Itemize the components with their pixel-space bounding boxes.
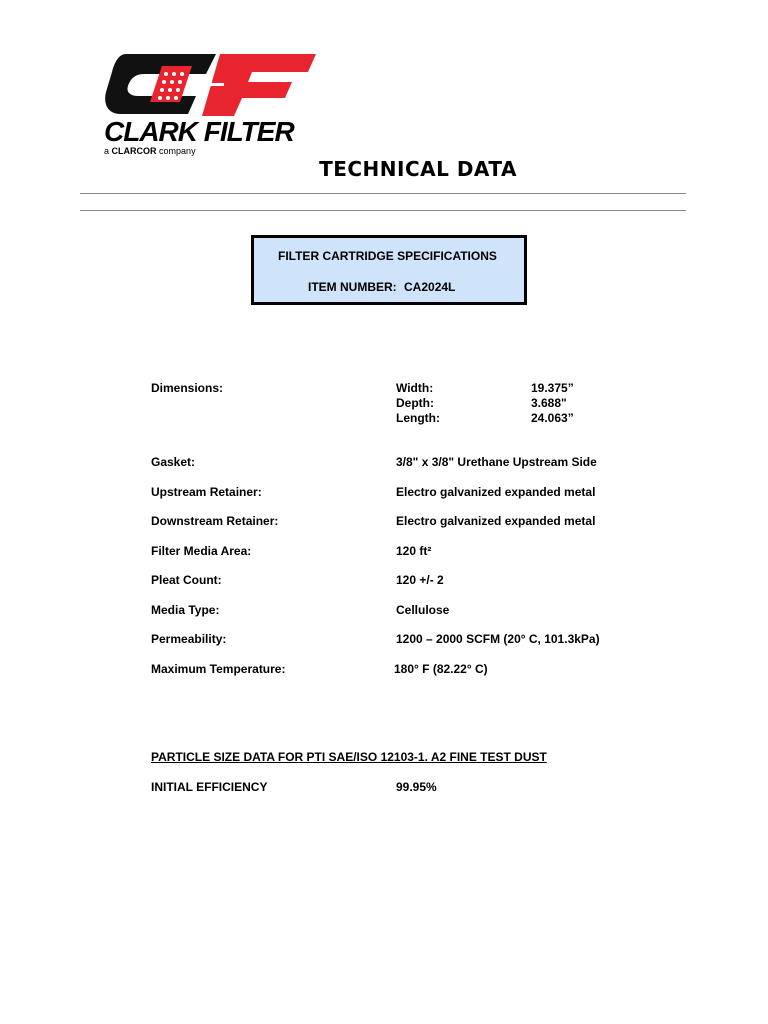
spec-value: Electro galvanized expanded metal (396, 485, 596, 499)
spec-value: 120 ft² (396, 544, 432, 558)
logo-tagline (104, 146, 196, 156)
dimension-name: Depth: (396, 396, 434, 410)
spec-label: Maximum Temperature: (151, 662, 286, 676)
dimension-name: Length: (396, 411, 440, 425)
spec-value: Cellulose (396, 603, 450, 617)
spec-label: Filter Media Area: (151, 544, 252, 558)
spec-value: 120 +/- 2 (396, 573, 444, 587)
dimension-value: 19.375” (531, 381, 574, 395)
spec-label: Media Type: (151, 603, 220, 617)
spec-label: Downstream Retainer: (151, 514, 279, 528)
tagline-prefix: a (104, 146, 110, 156)
spec-label: Gasket: (151, 455, 196, 469)
logo-emblem-icon (104, 52, 318, 118)
spec-label: Pleat Count: (151, 573, 222, 587)
spec-label: Permeability: (151, 632, 227, 646)
item-number-label: ITEM NUMBER: (308, 280, 397, 294)
logo-wordmark: CLARK FILTER (104, 116, 294, 147)
spec-value: Electro galvanized expanded metal (396, 514, 596, 528)
dimension-value: 24.063” (531, 411, 574, 425)
dimension-name: Width: (396, 381, 434, 395)
spec-value: 1200 – 2000 SCFM (20° C, 101.3kPa) (396, 632, 600, 646)
dimension-value: 3.688" (531, 396, 567, 410)
tagline-suffix: company (159, 146, 196, 156)
clark-filter-logo (104, 52, 318, 158)
item-number (308, 280, 455, 294)
efficiency-value: 99.95% (396, 780, 437, 794)
spec-box-title: FILTER CARTRIDGE SPECIFICATIONS (278, 249, 497, 263)
efficiency-label: INITIAL EFFICIENCY (151, 780, 268, 794)
page-title: TECHNICAL DATA (319, 157, 517, 181)
item-number-value: CA2024L (404, 280, 456, 294)
spec-label: Upstream Retainer: (151, 485, 262, 499)
dimensions-label: Dimensions: (151, 381, 224, 395)
spec-value: 3/8" x 3/8" Urethane Upstream Side (396, 455, 597, 469)
tagline-company: CLARCOR (111, 146, 157, 156)
spec-value: 180° F (82.22° C) (394, 662, 488, 676)
particle-heading: PARTICLE SIZE DATA FOR PTI SAE/ISO 12103-1. A2 FINE TEST DUST (151, 750, 547, 764)
divider (80, 210, 686, 211)
spec-box (251, 235, 527, 305)
divider (80, 193, 686, 194)
